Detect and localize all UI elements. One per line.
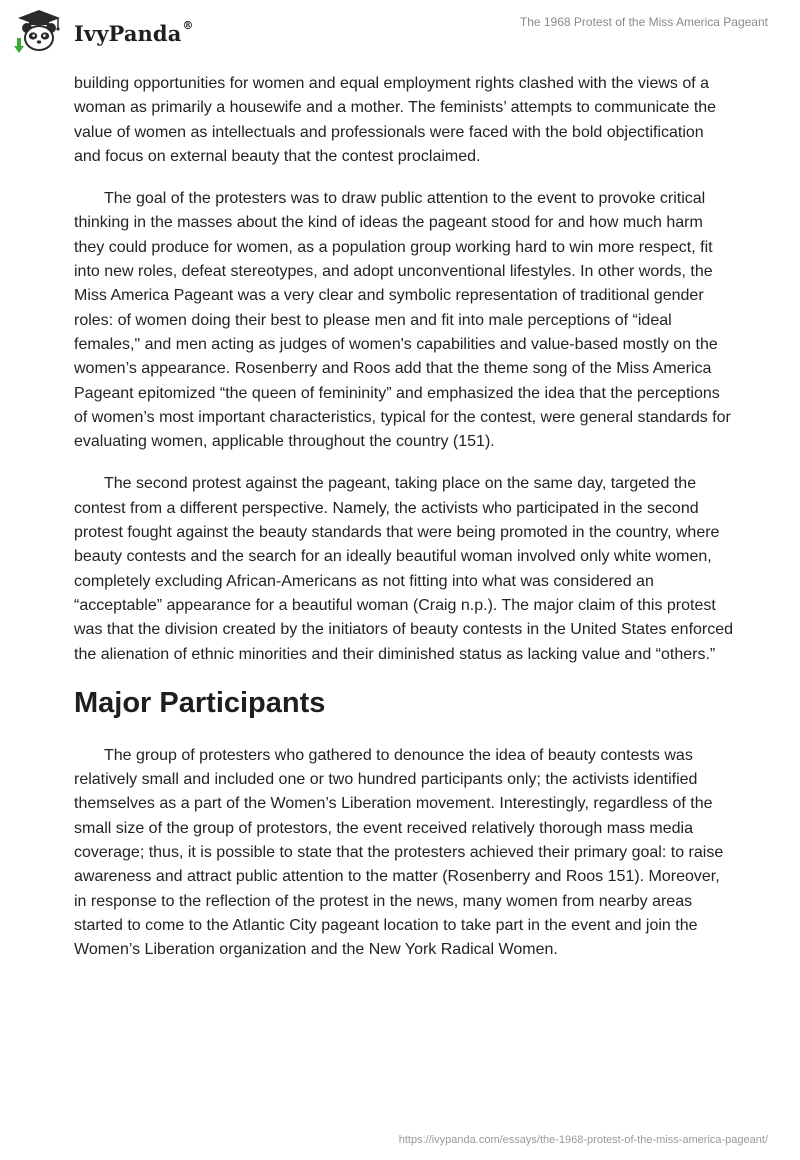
brand-name [74, 18, 194, 46]
section-heading-major-participants: Major Participants [74, 686, 326, 719]
panda-graduate-logo-icon [14, 8, 64, 56]
essay-content [74, 72, 734, 981]
paragraph-1: building opportunities for women and equal employment rights clashed with the views of a woman as primarily a housewife and a mother. The feminists’ attempts to communicate the value of women as intellectuals and professionals were faced with the bold objectification and focus on external beauty that the contest proclaimed. [74, 75, 717, 165]
paragraph-4: The group of protesters who gathered to denounce the idea of beauty contests was relatively small and included one or two hundred participants only; the activists identified themselves as a part of the Women’s Liberation movement. Interestingly, regardless of the small size of the group of protestors, the event received relatively thorough mass media coverage; thus, it is possible to state that the protesters achieved their primary goal: to raise awareness and attract public attention to the matter (Rosenberry and Roos 151). Moreover, in response to the reflection of the protest in the news, many women from nearby areas started to come to the Atlantic City pageant location to take part in the event and join the Women’s Liberation organization and the New York Radical Women. [74, 746, 724, 959]
paragraph-3: The second protest against the pageant, taking place on the same day, targeted the contest from a different perspective. Namely, the activists who participated in the second protest fought against the beauty standards that were being promoted in the country, where beauty contests and the search for an ideally beautiful woman involved only white women, completely excluding African-Americans as not fitting into what was considered an “acceptable” appearance for a beautiful woman (Craig n.p.). The major claim of this protest was that the division created by the initiators of beauty contests in the United States enforced the alienation of ethnic minorities and their diminished status as lacking value and “others.” [74, 475, 734, 663]
page-header [0, 0, 800, 70]
registered-mark: ® [182, 18, 194, 32]
paragraph-2: The goal of the protesters was to draw public attention to the event to provoke critical thinking in the masses about the kind of ideas the pageant stood for and how much harm they could produce for women, as a population group working hard to win more respect, fit into new roles, defeat stereotypes, and adopt unconventional lifestyles. In other words, the Miss America Pageant was a very clear and symbolic representation of traditional gender roles: of women doing their best to please men and fit into male perceptions of “ideal females," and men acting as judges of women's capabilities and value-based mostly on the women’s appearance. Rosenberry and Roos add that the theme song of the Miss America Pageant epitomized “the queen of femininity” and emphasized the idea that the perceptions of women’s most important characteristics, typical for the contest, were general standards for evaluating women, applicable throughout the country (151). [74, 190, 731, 451]
source-url[interactable]: https://ivypanda.com/essays/the-1968-protest-of-the-miss-america-pageant/ [398, 1134, 768, 1146]
brand-name-text: IvyPanda [74, 20, 182, 46]
document-title: The 1968 Protest of the Miss America Pageant [519, 15, 768, 29]
brand-logo[interactable] [14, 8, 194, 56]
